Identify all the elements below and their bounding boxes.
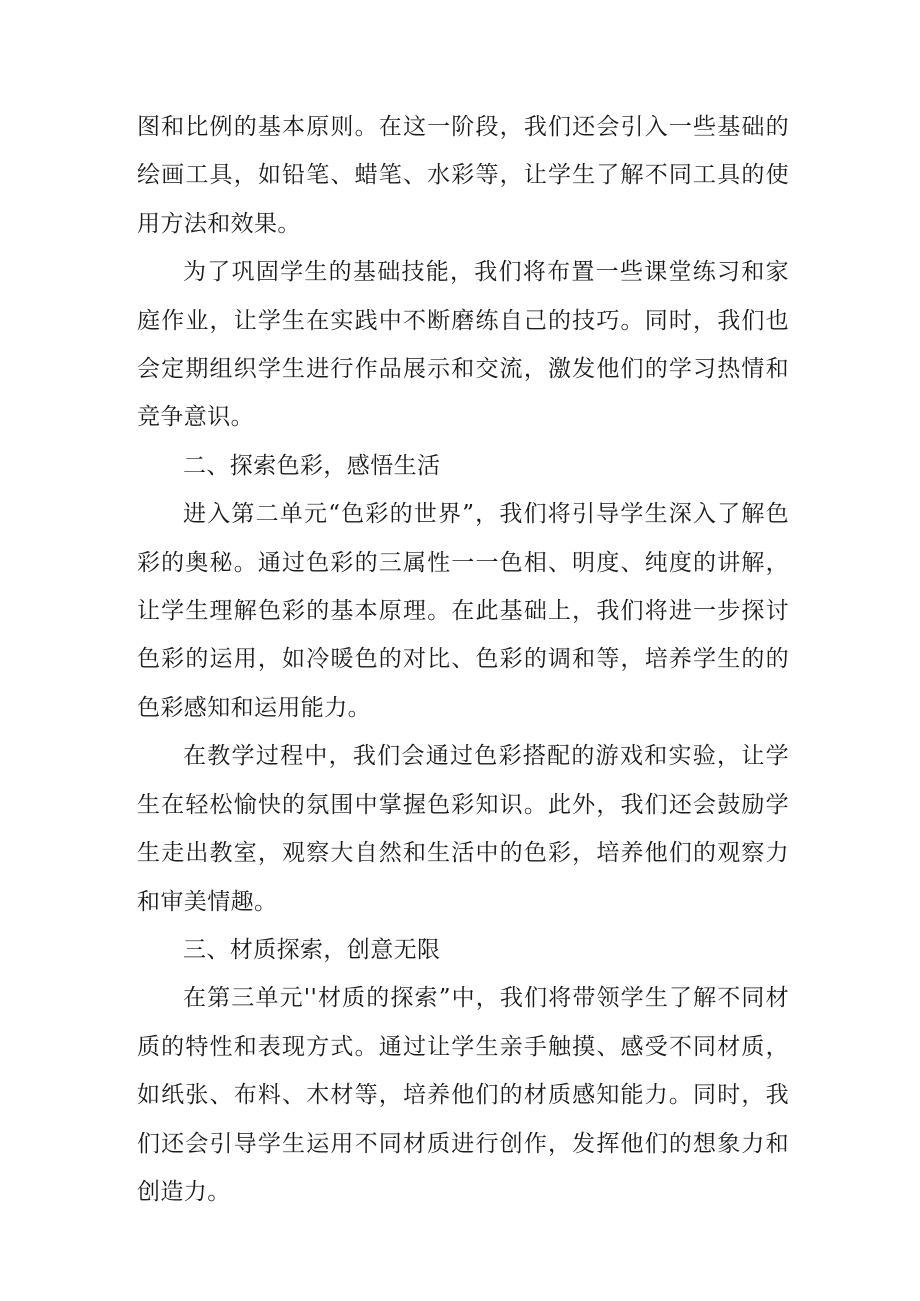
- section-heading: 三、材质探索，创意无限: [183, 936, 441, 963]
- document-body: [137, 103, 789, 1216]
- paragraph: 在第三单元''材质的探索”中，我们将带领学生了解不同材质的特性和表现方式。通过让学生亲手触摸、感受不同材质，如纸张、布料、木材等，培养他们的材质感知能力。同时，我们还会引导学生运用不同材质进行创作，发挥他们的想象力和创造力。: [137, 985, 789, 1205]
- paragraph: 为了巩固学生的基础技能，我们将布置一些课堂练习和家庭作业，让学生在实践中不断磨练自己的技巧。同时，我们也会定期组织学生进行作品展示和交流，激发他们的学习热情和竞争意识。: [137, 259, 789, 431]
- section-heading: 二、探索色彩，感悟生活: [183, 452, 441, 479]
- paragraph-continued: 图和比例的基本原则。在这一阶段，我们还会引入一些基础的绘画工具，如铅笔、蜡笔、水彩等，让学生了解不同工具的使用方法和效果。: [137, 114, 789, 237]
- paragraph: 在教学过程中，我们会通过色彩搭配的游戏和实验，让学生在轻松愉快的氛围中掌握色彩知识。此外，我们还会鼓励学生走出教室，观察大自然和生活中的色彩，培养他们的观察力和审美情趣。: [137, 743, 789, 915]
- paragraph: 进入第二单元“色彩的世界”，我们将引导学生深入了解色彩的奥秘。通过色彩的三属性一一色相、明度、纯度的讲解，让学生理解色彩的基本原理。在此基础上，我们将进一步探讨色彩的运用，如冷暖色的对比、色彩的调和等，培养学生的的色彩感知和运用能力。: [137, 501, 789, 721]
